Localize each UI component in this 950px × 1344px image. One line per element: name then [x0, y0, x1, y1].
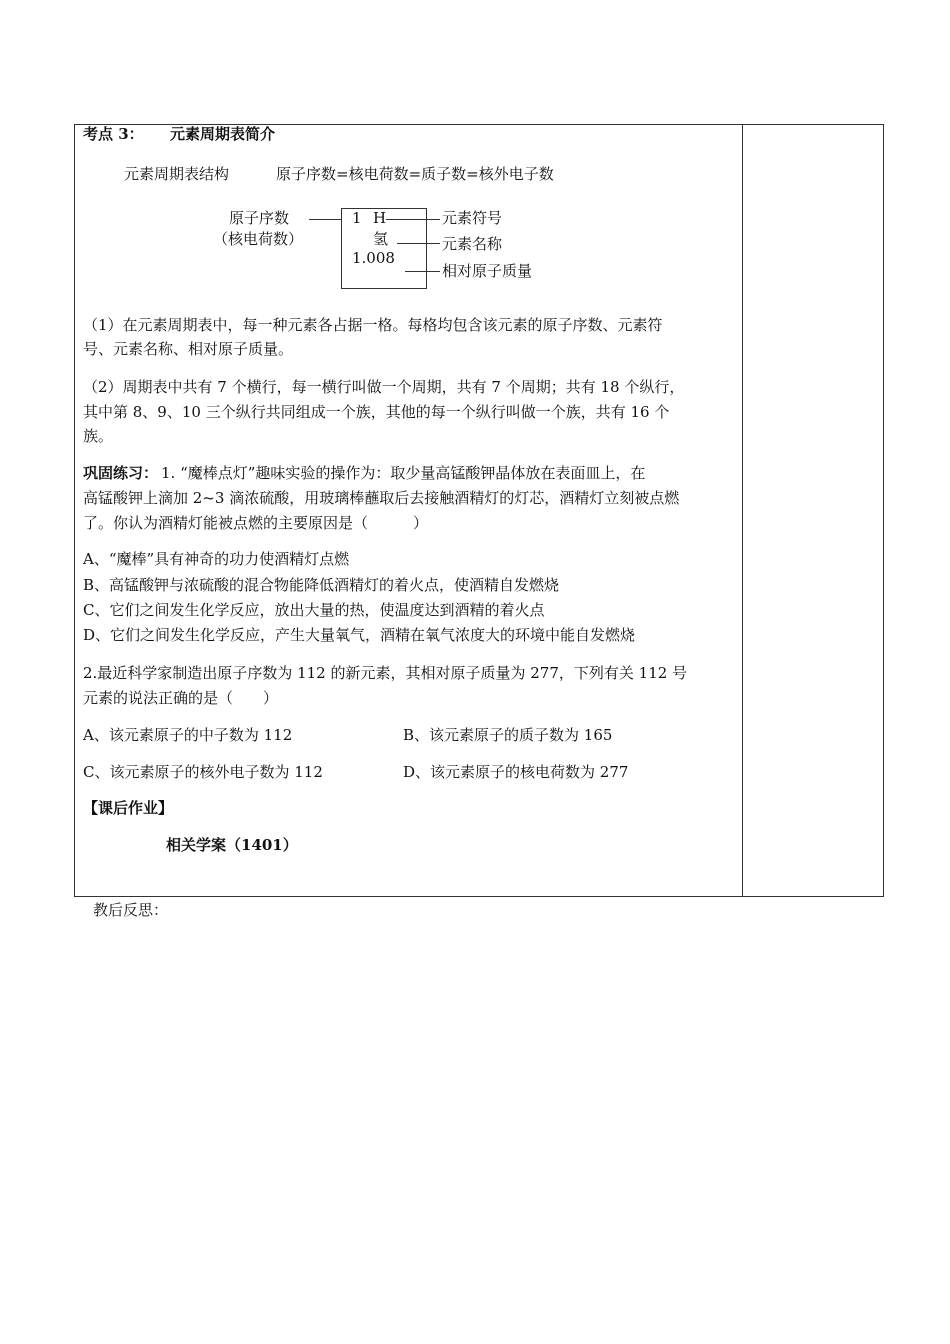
question-1-option-c: C、它们之间发生化学反应，放出大量的热，使温度达到酒精的着火点: [83, 601, 545, 619]
question-1-option-a: A、“魔棒”具有神奇的功力使酒精灯点燃: [83, 550, 350, 568]
element-number: 1: [352, 209, 362, 227]
element-mass: 1.008: [352, 249, 395, 267]
leader-line-number: [309, 219, 341, 220]
element-symbol: H: [373, 209, 387, 227]
leader-line-mass: [405, 271, 440, 272]
question-2-option-d: D、该元素原子的核电荷数为 277: [403, 763, 629, 781]
paragraph-2-line-1: （2）周期表中共有 7 个横行，每一横行叫做一个周期，共有 7 个周期；共有 18 个纵行，: [83, 378, 685, 396]
element-name-label: 元素名称: [442, 235, 503, 253]
question-1-line-2: 高锰酸钾上滴加 2~3 滴浓硫酸，用玻璃棒蘸取后去接触酒精灯的灯芯，酒精灯立刻被点燃: [83, 489, 680, 507]
question-2-line-2: 元素的说法正确的是（ ）: [83, 689, 279, 707]
atomic-mass-label: 相对原子质量: [442, 262, 533, 280]
question-1-option-b: B、高锰酸钾与浓硫酸的混合物能降低酒精灯的着火点，使酒精自发燃烧: [83, 576, 560, 594]
practice-label: 巩固练习：: [83, 464, 159, 482]
question-2-line-1: 2.最近科学家制造出原子序数为 112 的新元素，其相对原子质量为 277，下列有关 112 号: [83, 664, 688, 682]
element-name: 氢: [373, 230, 389, 248]
reflection-label: 教后反思：: [93, 901, 169, 919]
paragraph-2-line-3: 族。: [83, 427, 114, 445]
paragraph-1-line-2: 号、元素名称、相对原子质量。: [83, 340, 294, 358]
homework-title: 【课后作业】: [83, 799, 174, 817]
column-divider: [742, 125, 743, 896]
question-2-option-a: A、该元素原子的中子数为 112: [83, 726, 293, 744]
structure-formula: 原子序数=核电荷数=质子数=核外电子数: [276, 165, 554, 183]
section-heading-label: 考点 3：: [83, 125, 144, 143]
homework-item: 相关学案（1401）: [166, 836, 298, 854]
question-2-option-c: C、该元素原子的核外电子数为 112: [83, 763, 323, 781]
question-1-option-d: D、它们之间发生化学反应，产生大量氧气，酒精在氧气浓度大的环境中能自发燃烧: [83, 626, 636, 644]
question-1-line-3: 了。你认为酒精灯能被点燃的主要原因是（ ）: [83, 514, 429, 532]
section-heading-title: 元素周期表简介: [170, 125, 276, 143]
question-1-line-1: 1. “魔棒点灯”趣味实验的操作为：取少量高锰酸钾晶体放在表面皿上，在: [161, 464, 646, 482]
element-symbol-label: 元素符号: [442, 209, 503, 227]
atomic-number-label: 原子序数: [229, 209, 290, 227]
paragraph-1-line-1: （1）在元素周期表中，每一种元素各占据一格。每格均包含该元素的原子序数、元素符: [83, 316, 663, 334]
structure-label: 元素周期表结构: [124, 165, 230, 183]
leader-line-name: [397, 243, 440, 244]
paragraph-2-line-2: 其中第 8、9、10 三个纵行共同组成一个族，其他的每一个纵行叫做一个族，共有 16 个: [83, 403, 670, 421]
question-2-option-b: B、该元素原子的质子数为 165: [403, 726, 613, 744]
nuclear-charge-label: （核电荷数）: [213, 230, 304, 248]
leader-line-symbol: [386, 219, 440, 220]
